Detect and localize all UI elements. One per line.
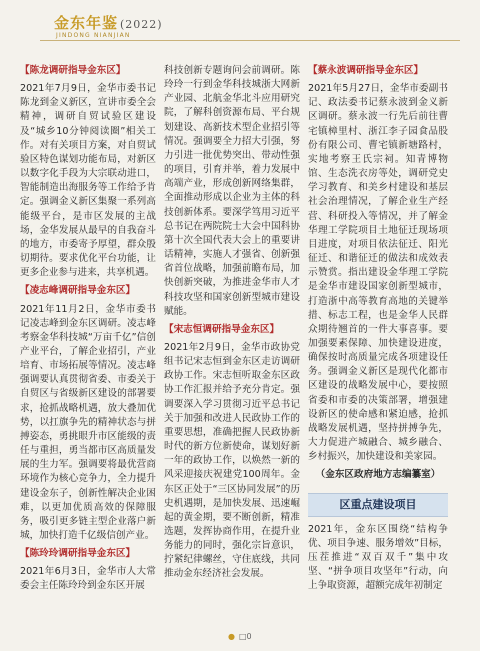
section-body-chenlingling: 2021年6月3日，金华市人大常委会主任陈玲玲到金东区开展 [20,566,156,592]
yearbook-logo [54,12,163,33]
section-body-caiyongbo: 2021年5月27日，金华市委副书记、政法委书记蔡永波到金义新区调研。蔡永波一行先后前往曹宅镇樟里村、浙江李子园食品股份有限公司、曹宅镇新塘路村，实地考察王氏宗祠。知青博物馆、生态洗衣房等处，调研党史学习教育、和美乡村建设和基层社会治理情况，了解企业生产经营、科研投入等情况，并了解金华理工学院项目土地征迁现场项目进度，对项目依法征迁、阳光征迁、和谐征迁的做法和成效表示赞赏。指出建设金华理工学院是金华市建设国家创新型城市，打造浙中高等教育高地的关键举措、标志工程，也是金华人民群众期待翘首的一件大事喜事。要加强要素保障、加快建设进度，确保按时高质量完成各项建设任务。强调金义新区是现代化都市区建设的战略发展中心，要按照省委和市委的决策部署，增强建设新区的使命感和紧迫感，抢抓战略发展机遇，坚持拼搏争先，大力促进产城融合、城乡融合、乡村振兴，加快建设和美家园。 [308,83,448,463]
page-header [20,8,460,48]
source-signature: （金东区政府地方志编纂室） [315,469,441,481]
column-middle [164,64,300,586]
footer-dot-icon: ● [228,632,235,641]
logo-pinyin: JINDONG NIANJIAN [56,32,131,39]
edition-label: (2022) [120,18,163,31]
section-title-chenlong: 【陈龙调研指导金东区】 [20,65,126,76]
column-left [20,64,156,598]
section-body-chenlong: 2021年7月9日，金华市委书记陈龙到金义新区，宣讲市委全会精神，调研自贸试验区建设及“城乡10分钟阅读圈”相关工作。对有关项目方案，对自贸试验区特色谋划功能布局，对新区以数字化手段为大宗联动进口，智能制造出海服务等工作给予肯定。强调金义新区集聚一系列高能级平台，是市区发展的主战场，金华发展从最早的自我奋斗的地方，市委寄予厚望，群众殷切期待。要求优化平台功能，让更多企业参与进来，共享机遇。 [20,83,156,279]
section-title-caiyongbo: 【蔡永波调研指导金东区】 [308,65,424,76]
section-title-chenlingling: 【陈玲玲调研指导金东区】 [20,548,136,560]
section-banner: 区重点建设项目 [308,493,448,517]
section-title-songzhiheng: 【宋志恒调研指导金东区】 [164,323,280,335]
header-rule [40,40,460,41]
section-body-songzhiheng: 2021年2月9日，金华市政协党组书记宋志恒到金东区走访调研政协工作。宋志恒听取金东区政协工作汇报并给予充分肯定。强调要深入学习贯彻习近平总书记关于加强和改进人民政协工作的重要思想，准确把握人民政协新时代的新方位新使命，谋划好新一年的政协工作，以焕然一新的风采迎接庆祝建党100周年。金东区正处于“三区协同发展”的历史机遇期，是加快发展、迅速崛起的黄金期，要不断创新，精准选题，发挥协商作用，在提升业务能力的同时，强化宗旨意识，拧紧纪律螺丝，守住底线，共同推动金东经济社会发展。 [164,341,300,580]
section-body-key-projects: 2021年，金东区围绕“结构争优、项目争速、服务增效”目标，压茬推进“双百双千”集中攻坚、“拼争项目攻坚年”行动，向上争取资源，超额完成年初制定 [308,523,448,592]
section-title-lingzhifeng: 【凌志峰调研指导金东区】 [20,285,136,297]
page-number: □0 [238,632,252,641]
logo-text: 金东年鉴 [54,14,119,32]
page-footer [228,632,252,641]
column-right [308,64,448,597]
section-body-lingzhifeng: 2021年11月2日，金华市委书记凌志峰到金东区调研。凌志峰考察金华科技城“万亩千亿”信创产业平台，了解企业招引，产业培育、市场拓展等情况。凌志峰强调要认真贯彻省委、市委关于自贸区与省级新区建设的部署要求，抢抓战略机遇，放大叠加优势，以扛旗争先的精神状态与拼搏姿态，勇挑眼升市区能级的责任与重担，勇当都市区高质量发展的生力军。强调要将最优营商环境作为核心竞争力，全力提升建设金东子，创新性解决企业困难，以更加优质高效的保障服务，吸引更多链主型企业落户新城，加快打造千亿级信创产业。 [20,303,156,541]
section-body-chenlingling-cont: 科技创新专题询问会前调研。陈玲玲一行到金华科技城浙大网新产业园、北航金华北斗应用研究院，了解科创资源布局、平台规划建设、高新技术型企业招引等情况。强调要全力招大引强，努力引进一批优势突出、带动性强的项目，引育并举，着力发展中高端产业，形成创新网络集群，全面推动形成以企业为主体的科技创新体系。要深学笃用习近平总书记在两院院士大会中国科协第十次全国代表大会上的重要讲话精神，实施人才强省、创新强省首位战略，加强前瞻布局，加快创新突破，为推进金华市人才科技攻坚和国家创新型城市建设赋能。 [164,65,300,317]
